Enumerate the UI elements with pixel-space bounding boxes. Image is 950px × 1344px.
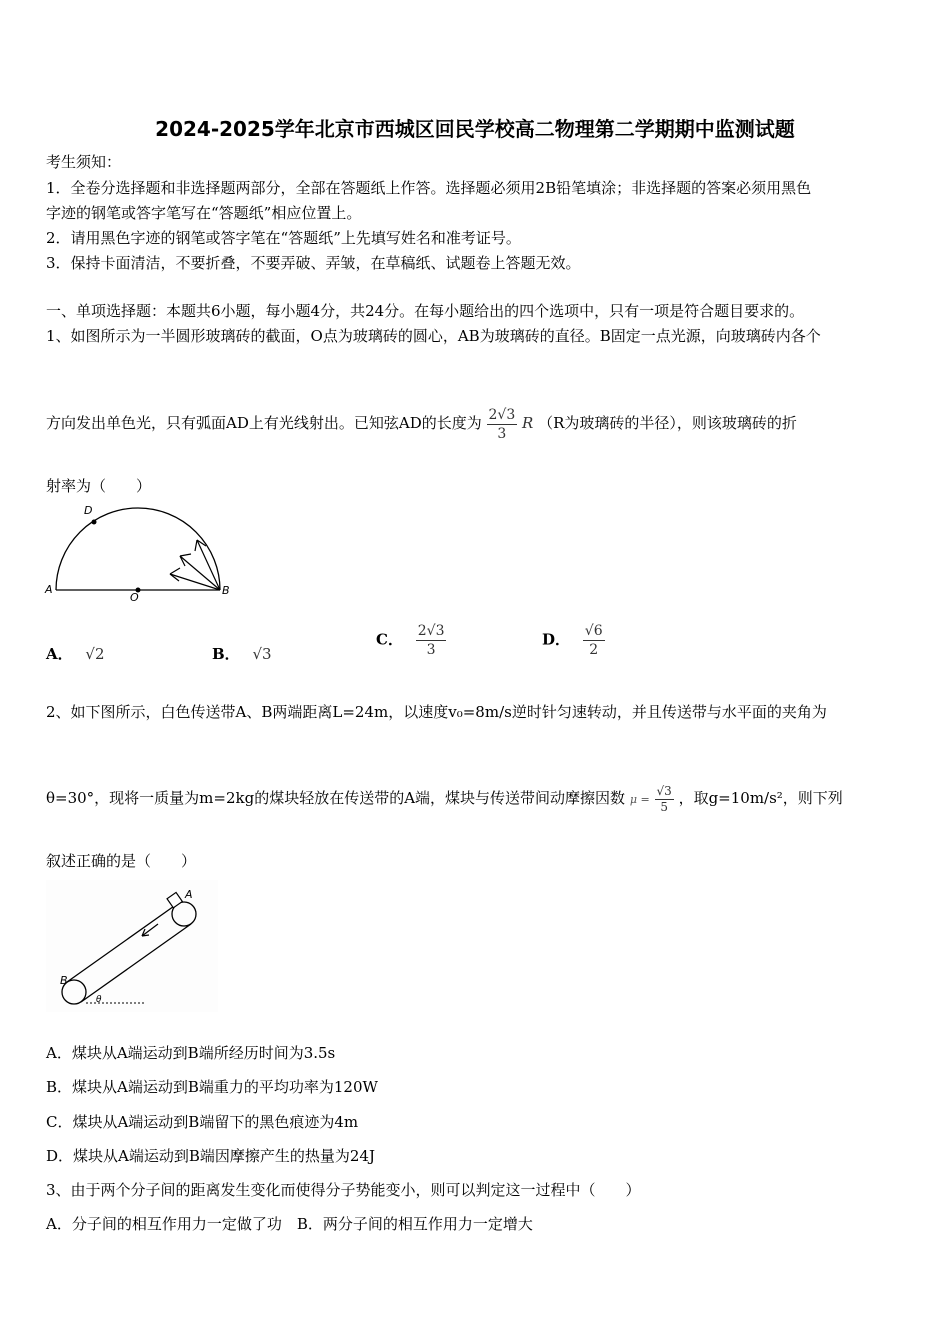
notice-item: 1．全卷分选择题和非选择题两部分，全部在答题纸上作答。选择题必须用2B铅笔填涂；非选择题的答案必须用黑色 <box>46 179 812 197</box>
q2-option-a[interactable]: A．煤块从A端运动到B端所经历时间为3.5s <box>46 1044 336 1062</box>
section-heading: 一、单项选择题：本题共6小题，每小题4分，共24分。在每小题给出的四个选项中，只有一项是符合题目要求的。 <box>46 302 805 320</box>
q3-options[interactable]: A．分子间的相互作用力一定做了功 B．两分子间的相互作用力一定增大 <box>46 1215 533 1233</box>
q2-stem-line1: 2、如下图所示，白色传送带A、B两端距离L=24m，以速度v₀=8m/s逆时针匀速转动，并且传送带与水平面的夹角为 <box>46 703 827 721</box>
q1-option-c[interactable] <box>376 622 446 659</box>
fraction-numerator: √3 <box>656 783 672 798</box>
q1-option-b[interactable] <box>212 643 272 664</box>
page-title: 2024-2025学年北京市西城区回民学校高二物理第二学期期中监测试题 <box>155 117 795 141</box>
option-label: D． <box>542 630 571 649</box>
label-B: B <box>60 974 68 987</box>
option-fraction <box>416 622 447 659</box>
q1-fraction <box>487 406 518 443</box>
label-B: B <box>222 584 230 597</box>
q1-option-d[interactable] <box>542 622 605 659</box>
semicircle-figure <box>42 500 242 605</box>
notice-item: 3．保持卡面清洁，不要折叠，不要弄破、弄皱，在草稿纸、试题卷上答题无效。 <box>46 254 581 272</box>
option-value: √3 <box>252 645 272 663</box>
q2-stem-line3: 叙述正确的是（ ） <box>46 852 197 870</box>
q1-stem-text: 方向发出单色光，只有弧面AD上有光线射出。已知弦AD的长度为 <box>46 414 482 432</box>
q3-stem: 3、由于两个分子间的距离发生变化而使得分子势能变小，则可以判定这一过程中（ ） <box>46 1181 641 1199</box>
mu-fraction <box>655 784 674 815</box>
option-label: B． <box>212 645 240 663</box>
fraction-numerator: 2√3 <box>488 406 516 423</box>
fraction-denominator: 3 <box>426 642 436 658</box>
option-fraction <box>583 622 605 659</box>
label-A: A <box>45 583 53 596</box>
notice-item: 字迹的钢笔或答字笔写在“答题纸”相应位置上。 <box>46 204 362 222</box>
fraction-denominator: 2 <box>589 642 599 658</box>
q1-stem-line3: 射率为（ ） <box>46 477 152 495</box>
label-O: O <box>130 591 139 604</box>
q2-option-d[interactable]: D．煤块从A端运动到B端因摩擦产生的热量为24J <box>46 1147 375 1165</box>
q2-stem-text: θ=30°，现将一质量为m=2kg的煤块轻放在传送带的A端，煤块与传送带间动摩擦因数 <box>46 789 626 807</box>
label-A: A <box>185 888 193 901</box>
fraction-denominator: 5 <box>660 799 668 814</box>
q1-stem-line1: 1、如图所示为一半圆形玻璃砖的截面，O点为玻璃砖的圆心，AB为玻璃砖的直径。B固定一点光源，向玻璃砖内各个 <box>46 327 821 345</box>
option-label: A． <box>46 645 73 663</box>
q2-stem-text: ，取g=10m/s²，则下列 <box>678 789 843 807</box>
option-label: C． <box>376 630 403 649</box>
fraction-numerator: 2√3 <box>417 623 445 639</box>
fraction-denominator: 3 <box>497 425 507 442</box>
fraction-numerator: √6 <box>584 623 603 639</box>
q1-option-a[interactable] <box>46 643 105 664</box>
notice-heading: 考生须知： <box>46 153 122 171</box>
q1-stem-line2 <box>46 403 797 443</box>
label-D: D <box>84 504 93 517</box>
option-value: √2 <box>85 645 105 663</box>
label-theta: θ <box>96 995 102 1005</box>
q2-option-b[interactable]: B．煤块从A端运动到B端重力的平均功率为120W <box>46 1078 378 1096</box>
notice-item: 2．请用黑色字迹的钢笔或答字笔在“答题纸”上先填写姓名和准考证号。 <box>46 229 521 247</box>
q2-option-c[interactable]: C．煤块从A端运动到B端留下的黑色痕迹为4m <box>46 1113 359 1131</box>
q1-stem-text: （R为玻璃砖的半径），则该玻璃砖的折 <box>538 414 797 432</box>
radius-symbol: R <box>522 414 534 432</box>
q2-stem-line2 <box>46 778 843 820</box>
mu-symbol: μ = <box>629 793 650 806</box>
conveyor-figure <box>46 880 218 1012</box>
